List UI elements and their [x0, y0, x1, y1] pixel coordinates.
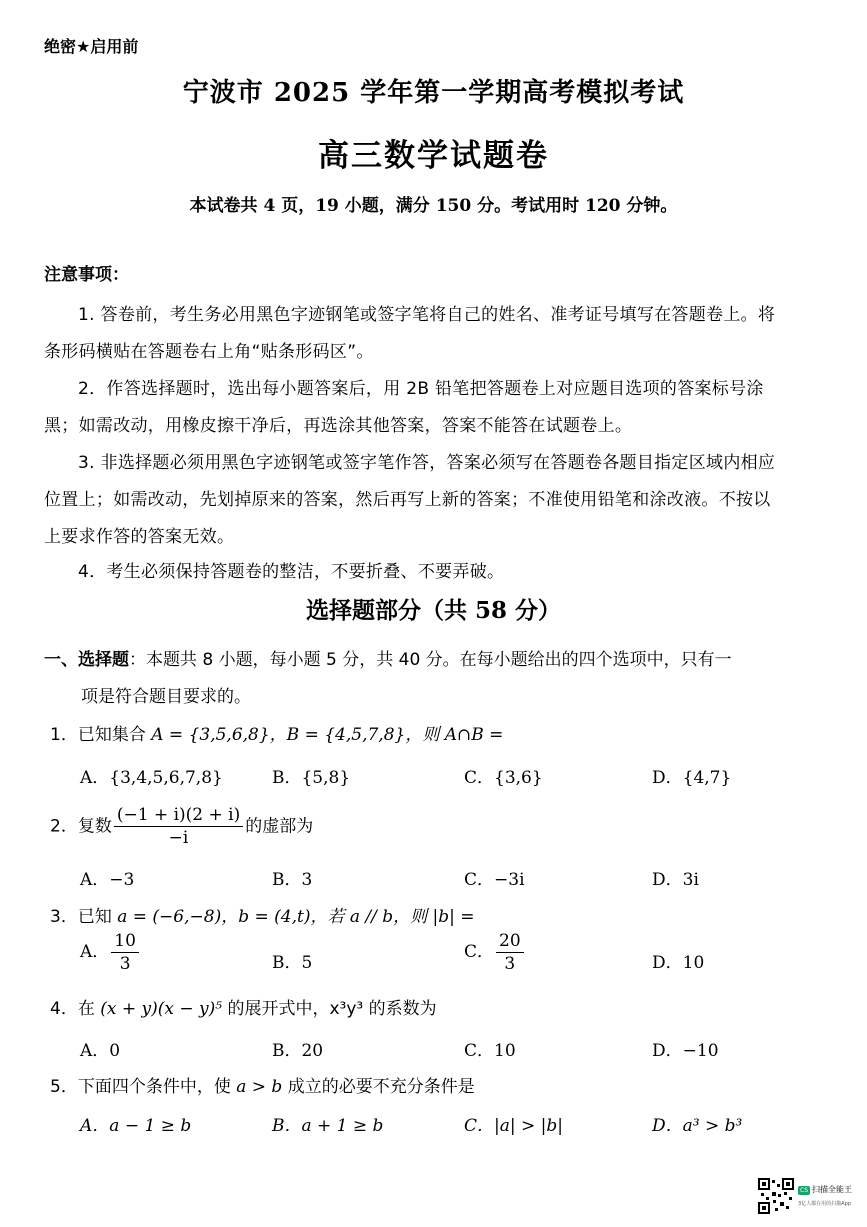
q4-option-a: A．0 [80, 1041, 121, 1061]
q5-option-a: A．a − 1 ≥ b [80, 1116, 192, 1136]
question-5-stem [50, 1072, 475, 1097]
question-4-math: (x + y)(x − y)⁵ [100, 999, 223, 1019]
q2-option-b: B．3 [272, 870, 313, 890]
question-4-stem [50, 994, 437, 1019]
scanner-brand [798, 1184, 852, 1195]
fraction-denominator: −i [168, 828, 189, 848]
q3-option-c [464, 930, 526, 975]
question-1-stem [50, 720, 503, 745]
cs-logo-icon: CS [800, 1187, 808, 1194]
question-5-suffix: 成立的必要不充分条件是 [282, 1077, 475, 1097]
question-5-math: a > b [236, 1077, 283, 1097]
q3-option-a [80, 930, 141, 975]
question-2-stem [50, 804, 313, 849]
q1-option-c: C．{3,6} [464, 768, 543, 788]
q4-option-c: C．10 [464, 1041, 516, 1061]
fraction-numerator: 10 [111, 930, 139, 953]
section-title: 选择题部分（共 58 分） [305, 597, 562, 624]
notice-item-1: 1. 答卷前，考生务必用黑色字迹钢笔或签字笔将自己的姓名、准考证号填写在答题卷上。将条形码横贴在答题卷右上角“贴条形码区”。 [44, 305, 776, 362]
q5-option-d: D．a³ > b³ [652, 1116, 743, 1136]
q3-option-c-fraction [496, 930, 524, 975]
q3-option-d: D．10 [652, 953, 705, 973]
q5-option-b: B．a + 1 ≥ b [272, 1116, 384, 1136]
part-label: 一、选择题 [44, 650, 129, 670]
question-3-math: a = (−6,−8)，b = (4,t)，若 a // b，则 |b| = [117, 907, 475, 927]
secret-mark: 绝密★启用前 [44, 37, 139, 56]
question-2-number: 2．复数 [50, 816, 112, 837]
question-3-number: 3．已知 [50, 907, 118, 927]
q3-option-c-label: C． [464, 942, 495, 962]
question-2-suffix: 的虚部为 [245, 816, 314, 837]
question-5-number: 5．下面四个条件中，使 [50, 1077, 237, 1097]
part-heading [44, 642, 804, 716]
fraction-numerator: (−1 + i)(2 + i) [114, 804, 243, 827]
question-4-suffix: 的展开式中，x³y³ 的系数为 [222, 999, 437, 1019]
q2-option-a: A．−3 [80, 870, 135, 890]
q2-option-c: C．−3i [464, 870, 525, 890]
q3-option-a-label: A． [80, 942, 110, 962]
fraction-numerator: 20 [496, 930, 524, 953]
q4-option-d: D．−10 [652, 1041, 719, 1061]
q4-option-b: B．20 [272, 1041, 324, 1061]
question-1-number: 1．已知集合 [50, 725, 152, 745]
q1-option-b: B．{5,8} [272, 768, 351, 788]
q3-option-b: B．5 [272, 953, 313, 973]
scanner-brand-label: 扫描全能王 [812, 1185, 852, 1194]
notice-item-2: 2．作答选择题时，选出每小题答案后，用 2B 铅笔把答题卷上对应题目选项的答案标号涂黑；如需改动，用橡皮擦干净后，再选涂其他答案，答案不能答在试题卷上。 [44, 379, 764, 436]
exam-info: 本试卷共 4 页，19 小题，满分 150 分。考试用时 120 分钟。 [189, 196, 678, 216]
part-desc: ：本题共 8 小题，每小题 5 分，共 40 分。在每小题给出的四个选项中，只有一 [129, 650, 732, 670]
exam-subtitle: 高三数学试题卷 [318, 138, 549, 174]
part-desc-cont: 项是符合题目要求的。 [81, 687, 251, 707]
q5-option-c: C．|a| > |b| [464, 1116, 563, 1136]
fraction-denominator: 3 [504, 954, 516, 974]
question-1-math: A = {3,5,6,8}，B = {4,5,7,8}，则 A∩B = [151, 725, 504, 745]
notice-item-4: 4．考生必须保持答题卷的整洁，不要折叠、不要弄破。 [78, 562, 505, 582]
q1-option-d: D．{4,7} [652, 768, 732, 788]
fraction-denominator: 3 [119, 954, 131, 974]
exam-title: 宁波市 2025 学年第一学期高考模拟考试 [182, 78, 685, 108]
qr-code-icon [758, 1178, 794, 1214]
scanner-watermark [758, 1178, 850, 1214]
notice-heading: 注意事项： [44, 265, 129, 285]
q3-option-a-fraction [111, 930, 139, 975]
scanner-tagline: 3亿人都在用的扫描App [798, 1201, 851, 1207]
q2-option-d: D．3i [652, 870, 699, 890]
question-3-stem [50, 902, 475, 927]
q1-option-a: A．{3,4,5,6,7,8} [80, 768, 223, 788]
question-4-number: 4．在 [50, 999, 101, 1019]
question-2-fraction [114, 804, 243, 849]
notice-item-3: 3. 非选择题必须用黑色字迹钢笔或签字笔作答，答案必须写在答题卷各题目指定区域内相应位置上；如需改动，先划掉原来的答案，然后再写上新的答案；不准使用铅笔和涂改液。不按以上要求作答的答案无效。 [44, 453, 776, 547]
